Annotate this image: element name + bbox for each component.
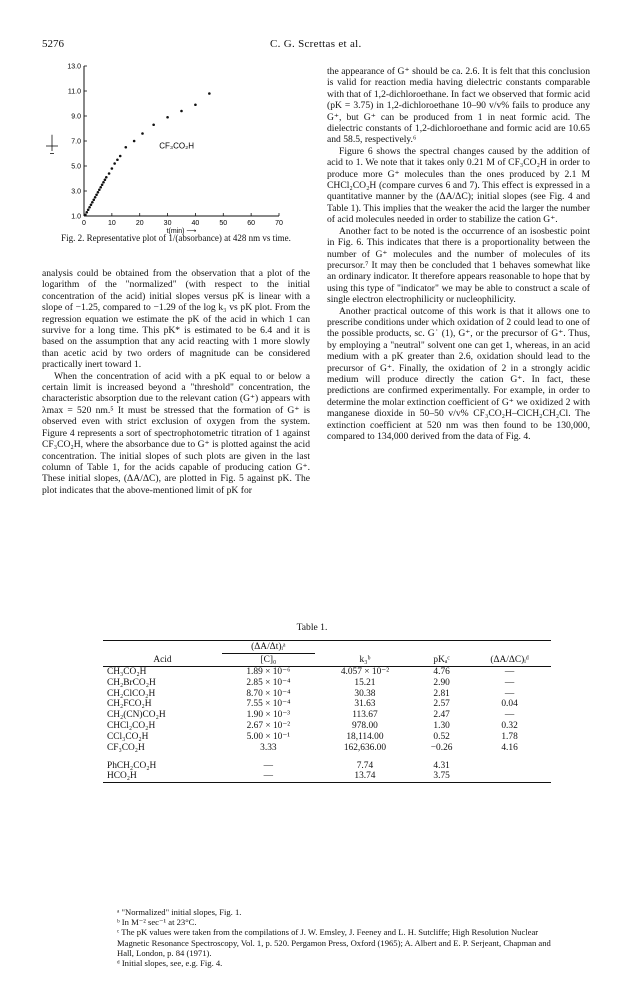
data-point	[180, 110, 183, 113]
x-axis-label: t(min) ⟶	[166, 228, 197, 235]
paragraph: the appearance of G⁺ should be ca. 2.6. It is felt that this conclusion is valid for reaction media having dielectric constants comparable with that of 1,2-dichloroethane. In fact we observed that formic acid (pK = 3.75) in 1,2-dichloroethane 10–90 v/v% fails to produce any G⁺, but G⁺ can be produced from 1 in neat formic acid. The dielectric constants of 1,2-dichloroethane and formic acid are 10.65 and 58.5, respectively.⁶	[327, 66, 590, 146]
table-cell: HCO₂H	[107, 771, 137, 782]
table-cell: 2.67 × 10⁻²	[246, 720, 291, 731]
table-cell: 31.63	[354, 699, 376, 710]
data-point	[152, 123, 155, 126]
paragraph: When the concentration of acid with a pK equal to or below a certain limit is increased beyond a "threshold" concentration, the characteristic absorption due to the relevant cation (G⁺) appears with λmax = 520 nm.⁵ It must be stressed that the formation of G⁺ is observed even with strict exclusion of oxygen from the system. Figure 4 represents a sort of spectrophotometric titration of 1 against CF₃CO₂H, where the absorbance due to G⁺ is plotted against the acid concentration. The initial slopes of such plots are given in the last column of Table 1, for the acids capable of producing cation G⁺. These initial slopes, (ΔA/ΔC), are plotted in Fig. 5 against pK. The plot indicates that the above-mentioned limit of pK for	[42, 370, 310, 496]
table-cell: 3.33	[260, 742, 277, 753]
table-row	[103, 678, 551, 689]
table-cell: —	[504, 677, 515, 688]
table-cell: CH₂FCO₂H	[107, 699, 152, 710]
data-point	[88, 206, 91, 209]
y-tick-label: 9.0	[71, 113, 81, 121]
y-tick-label: 3.0	[71, 188, 81, 196]
table-cell: 5.00 × 10⁻¹	[246, 731, 291, 742]
table-cell: 2.57	[433, 699, 450, 710]
footnote: ᵇ In M⁻² sec⁻¹ at 23°C.	[117, 917, 197, 928]
table-cell: 162,636.00	[343, 742, 387, 753]
data-point	[102, 181, 105, 184]
figure-2-chart	[42, 60, 317, 235]
table-cell: 2.81	[433, 688, 450, 699]
paragraph: Figure 6 shows the spectral changes caused by the addition of acid to 1. We note that it takes only 0.21 M of CF₃CO₂H in order to produce more G⁺ molecules than the ones produced by 2.1 M CHCl₂CO₂H (compare curves 6 and 7). This effect is expressed in a quantitative manner by the (ΔA/ΔC); initial slopes (see Fig. 4 and Table 1). This implies that the weaker the acid the larger the number of acid molecules needed in order to stabilize the cation G⁺.	[327, 145, 590, 226]
table-cell: 1.89 × 10⁻⁶	[246, 667, 291, 677]
table-cell: 7.74	[356, 760, 374, 771]
data-point	[98, 188, 101, 191]
table-cell: 4.31	[433, 760, 450, 771]
table-row	[103, 667, 551, 678]
table-row	[103, 771, 551, 782]
table-cell: 0.04	[501, 699, 518, 710]
table-row	[103, 721, 551, 732]
data-point	[105, 176, 108, 179]
table-header: pKₐᶜ	[433, 654, 450, 665]
table-row	[103, 732, 551, 743]
series-label: CF₃CO₂H	[159, 141, 195, 151]
table-cell: 13.74	[354, 771, 376, 782]
table-footnotes	[117, 907, 551, 968]
table-cell: 4.76	[433, 667, 450, 677]
table-cell	[468, 771, 551, 782]
table-cell: 18,114.00	[346, 731, 384, 742]
data-point	[194, 103, 197, 106]
data-point	[111, 167, 114, 170]
data-point	[95, 193, 98, 196]
y-tick-label: 13.0	[67, 63, 81, 71]
table-row	[103, 743, 551, 754]
data-point	[208, 92, 211, 95]
x-tick-label: 50	[219, 220, 228, 227]
table-cell: CF₃CO₂H	[107, 742, 145, 753]
x-tick-label: 0	[82, 220, 86, 227]
data-point	[104, 178, 107, 181]
table-cell: CH₂ClCO₂H	[107, 688, 156, 699]
table-header: (ΔA/ΔC)ᵢᵈ	[490, 654, 529, 665]
table-header: (ΔA/Δt)ᵢᵃ	[222, 641, 315, 654]
table-cell: CH₂(CN)CO₂H	[107, 710, 166, 721]
page-number: 5276	[42, 38, 64, 50]
x-tick-label: 10	[107, 220, 116, 227]
table-row	[103, 710, 551, 721]
table-cell: CH₃CO₂H	[107, 667, 147, 677]
figure-2	[42, 60, 317, 235]
data-point	[116, 158, 119, 161]
table-cell: 113.67	[352, 710, 378, 721]
table-cell: —	[263, 771, 274, 782]
data-point	[87, 208, 90, 211]
table-header	[415, 641, 468, 654]
data-point	[141, 132, 144, 135]
left-column	[42, 268, 310, 496]
data-point	[124, 146, 127, 149]
data-point	[92, 198, 95, 201]
y-tick-label: 5.0	[71, 163, 81, 171]
caption-label: Fig. 2.	[61, 233, 85, 243]
table-cell: 7.55 × 10⁻⁴	[246, 699, 291, 710]
data-point	[113, 162, 116, 165]
paragraph: Another fact to be noted is the occurrence of an isosbestic point in Fig. 6. This indicates that there is a proportionality between the number of G⁺ molecules and the number of molecules of its precursor.⁷ It may then be concluded that 1 behaves somewhat like an ordinary indicator. It therefore appears reasonable to hope that by using this type of "indicator" we may be able to construct a scale of single electron electrophilicity or nucleophilicity.	[327, 225, 590, 306]
footnote: ᶜ The pK values were taken from the compilations of J. W. Emsley, J. Feeney and L. H. Sutcliffe; High Resolution Nuclear Magnetic Resonance Spectroscopy, Vol. 1, p. 520. Pergamon Press, Oxford (1965); A. Albert and E. P. Serjeant, Chapman and Hall, London, p. 84 (1971).	[117, 927, 551, 958]
data-point	[97, 191, 100, 194]
x-tick-label: 60	[247, 220, 256, 227]
caption-text: Representative plot of 1/(absorbance) at 428 nm vs time.	[86, 233, 291, 243]
table-cell: CH₂BrCO₂H	[107, 677, 156, 688]
table-cell: 30.38	[354, 688, 376, 699]
table-cell: CCl₃CO₂H	[107, 731, 149, 742]
x-tick-label: 70	[275, 220, 283, 227]
running-head: C. G. Screttas et al.	[270, 38, 362, 50]
table-header	[103, 641, 222, 654]
x-tick-label: 20	[135, 220, 144, 227]
figure-caption	[42, 233, 310, 244]
table-cell: 4.16	[501, 742, 518, 753]
data-point	[101, 183, 104, 186]
table-cell: —	[504, 710, 515, 721]
data-point	[133, 140, 136, 143]
footnote: ᵈ Initial slopes, see, e.g. Fig. 4.	[117, 958, 223, 969]
table-cell: 8.70 × 10⁻⁴	[246, 688, 291, 699]
x-tick-label: 40	[191, 220, 200, 227]
table-cell: −0.26	[430, 742, 453, 753]
table-row	[103, 699, 551, 710]
table-cell: CHCl₂CO₂H	[107, 720, 156, 731]
data-point	[94, 196, 97, 199]
data-point	[90, 203, 93, 206]
table-row	[103, 689, 551, 700]
table-cell: 978.00	[352, 720, 378, 731]
table-cell	[468, 753, 551, 771]
data-point	[108, 172, 111, 175]
table-cell: 1.90 × 10⁻³	[246, 710, 291, 721]
data-point	[85, 211, 88, 214]
table-cell: 0.52	[433, 731, 450, 742]
table-cell: 2.85 × 10⁻⁴	[246, 677, 291, 688]
table-header: [C]₀	[260, 655, 277, 665]
table-header: k₃ᵇ	[359, 654, 371, 665]
paragraph: Another practical outcome of this work is that it allows one to prescribe conditions under which oxidation of 2 could lead to one of the possible products, sc. G˙ (1), G⁺, or the precursor of G⁺. Thus, by employing a "neutral" solvent one can get 1, whereas, in an acid medium with a pK greater than 2.6, oxidation should lead to the precursor of G⁺. Finally, the oxidation of 2 in a strongly acidic medium will produce directly the cation G⁺. In fact, these predictions are confirmed experimentally. For example, in order to determine the molar extinction coefficient of G⁺ we oxidized 2 with manganese dioxide in 50–50 v/v% CF₃CO₂H–ClCH₂CH₂Cl. The extinction coefficient at 520 nm was then found to be 130,000, compared to 134,000 derived from the data of Fig. 4.	[327, 305, 590, 442]
table-row	[103, 753, 551, 771]
table-title: Table 1.	[296, 622, 328, 633]
table-header	[468, 641, 551, 654]
y-tick-label: 7.0	[71, 138, 81, 146]
table-cell: PhCH₂CO₂H	[107, 760, 157, 771]
data-point	[119, 155, 122, 158]
table-cell: —	[504, 667, 515, 677]
right-column	[327, 66, 590, 442]
table-cell: 0.32	[501, 720, 518, 731]
data-table	[103, 640, 551, 783]
table-header: Acid	[153, 654, 172, 665]
table-cell: —	[504, 688, 515, 699]
table-cell: 1.30	[433, 720, 450, 731]
table-cell: —	[263, 760, 274, 771]
table-cell: 2.47	[433, 710, 450, 721]
table-cell: 1.78	[501, 731, 518, 742]
data-point	[91, 201, 94, 204]
paragraph: analysis could be obtained from the observation that a plot of the logarithm of the "normalized" (with respect to the initial concentration of the acid) initial slopes versus pK is linear with a slope of −1.25, compared to −1.29 of the log k₃ vs pK plot. From the regression equation we estimate the pK of the acid in which 1 can survive for a long time. This pK* is estimated to be 6.4 and it is based on the assumption that any acid reacting with 1 more slowly than acetic acid by two orders of magnitude can be considered practically inert toward 1.	[42, 268, 310, 371]
data-point	[84, 213, 87, 216]
table-header	[315, 641, 415, 654]
data-point	[166, 116, 169, 119]
table-cell: 3.75	[433, 771, 450, 782]
table-cell: 4.057 × 10⁻²	[340, 667, 390, 677]
x-tick-label: 30	[163, 220, 172, 227]
data-point	[99, 186, 102, 189]
y-tick-label: 1.0	[71, 213, 81, 221]
table-cell: 2.90	[433, 677, 450, 688]
footnote: ᵃ "Normalized" initial slopes, Fig. 1.	[117, 907, 242, 917]
y-tick-label: 11.0	[67, 88, 81, 96]
table-cell: 15.21	[354, 677, 376, 688]
